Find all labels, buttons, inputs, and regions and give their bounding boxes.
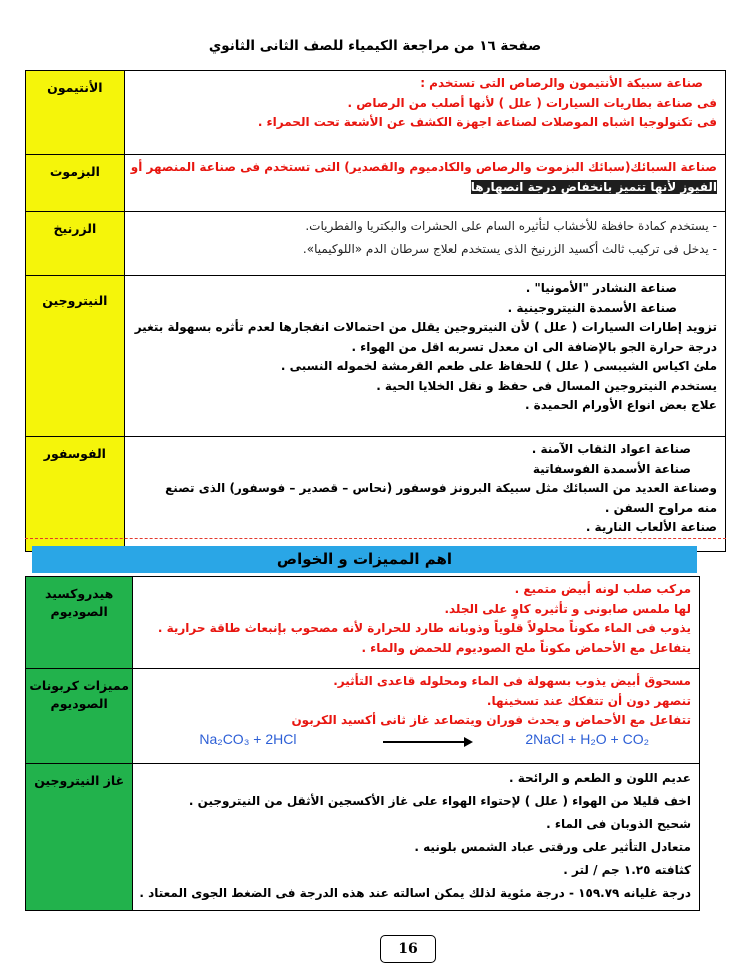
section-title: اهم المميزات و الخواص — [32, 546, 697, 573]
row-label — [26, 577, 133, 669]
text-line: تزويد إطارات السيارات ( علل ) لأن النيتروجين يقلل من احتمالات انفجارها لعدم تأثره بسهولة بتغير — [134, 320, 717, 334]
text-line: كثافته ١.٢٥ جم / لتر . — [563, 863, 691, 877]
row-label — [26, 155, 125, 212]
text-line: تنصهر دون أن تتفكك عند تسخينها. — [486, 693, 691, 708]
text-line: - يستخدم كمادة حافظة للأخشاب لتأثيره السام على الحشرات والبكتريا والفطريات. — [305, 219, 717, 233]
text-line: صناعة السبائك(سبائك البزموت والرصاص والكادميوم والقصدير) التى تستخدم فى صناعة المنصهر أو — [130, 160, 717, 174]
row-label — [26, 276, 125, 437]
text-line: مركب صلب لونه أبيض متميع . — [514, 582, 691, 596]
text-line: درجة غليانه ١٥٩.٧٩ - درجة مئوية لذلك يمكن اسالته عند هذه الدرجة فى الضغط الجوى المعتاد . — [139, 886, 691, 900]
chemical-equation — [139, 731, 691, 751]
row-content — [124, 155, 725, 212]
text-line: شحيح الذوبان فى الماء . — [546, 817, 691, 831]
text-line: تتفاعل مع الأحماض و يحدث فوران ويتصاعد غاز ثانى أكسيد الكربون — [291, 713, 691, 727]
highlighted-text: الفيوز لأنها تتميز بانخفاض درجة انصهارها — [470, 179, 717, 194]
text-line: يتفاعل مع الأحماض مكوناً ملح الصوديوم للحمض والماء . — [361, 640, 691, 655]
table-row — [26, 669, 700, 764]
page-header: صفحة ١٦ من مراجعة الكيمياء للصف الثانى الثانوي — [208, 38, 542, 54]
row-label — [26, 669, 133, 764]
label-text: مميزات كربونات الصوديوم — [29, 678, 130, 712]
text-line: صناعة اعواد الثقاب الآمنة . — [531, 442, 691, 456]
text-line: مسحوق أبيض يذوب بسهولة فى الماء ومحلوله قاعدى التأثير. — [333, 674, 691, 688]
row-content — [133, 764, 700, 911]
equation-reactants: Na₂CO₃ + 2HCl — [199, 730, 297, 747]
label-text: هيدروكسيد الصوديوم — [45, 586, 114, 620]
label-text: غاز النيتروجين — [34, 773, 125, 788]
uses-table — [25, 70, 726, 552]
row-label — [26, 71, 125, 155]
text-line: عديم اللون و الطعم و الرائحة . — [509, 771, 691, 785]
label-text: النيتروجين — [42, 293, 108, 308]
text-line: درجة حرارة الجو بالإضافة الى ان معدل تسربه اقل من الهواء . — [351, 339, 717, 354]
table-row — [26, 212, 726, 276]
table-row — [26, 577, 700, 669]
table-row — [26, 764, 700, 911]
text-line: - يدخل فى تركيب ثالث أكسيد الزرنيخ الذى يستخدم لعلاج سرطان الدم «اللوكيميا». — [302, 242, 717, 256]
dashed-divider — [25, 538, 726, 539]
label-text: الزرنيخ — [53, 221, 97, 236]
table-row — [26, 71, 726, 155]
row-label — [26, 212, 125, 276]
label-text: الفوسفور — [43, 446, 106, 461]
row-content — [133, 577, 700, 669]
table-row — [26, 155, 726, 212]
row-label — [26, 764, 133, 911]
text-line: صناعة سبيكة الأنتيمون والرصاص التى تستخدم : — [420, 76, 703, 90]
text-line: علاج بعض انواع الأورام الحميدة . — [524, 398, 717, 412]
label-text: البزموت — [49, 164, 100, 179]
text-line: متعادل التأثير على ورقتى عباد الشمس بلونيه . — [414, 840, 691, 854]
row-content — [124, 71, 725, 155]
text-line: صناعة الأسمدة الفوسفاتية — [532, 461, 691, 476]
label-text: الأنتيمون — [47, 80, 103, 95]
row-content — [124, 437, 725, 552]
table-row — [26, 437, 726, 552]
text-line: صناعة النشادر "الأمونيا" . — [525, 281, 677, 295]
text-line: صناعة الأسمدة النيتروجينية . — [507, 300, 677, 315]
properties-table — [25, 576, 700, 911]
table-row — [26, 276, 726, 437]
text-line: منه مراوح السفن . — [604, 500, 717, 515]
row-content — [124, 276, 725, 437]
row-content — [124, 212, 725, 276]
equation-products: 2NaCl + H₂O + CO₂ — [525, 730, 650, 747]
text-line: اخف قليلا من الهواء ( علل ) لإحتواء الهواء على غاز الأكسجين الأثقل من النيتروجين . — [188, 794, 691, 808]
text-line: لها ملمس صابونى و تأثيره كاوٍ على الجلد. — [444, 601, 691, 616]
text-line: فى صناعة بطاريات السيارات ( علل ) لأنها أصلب من الرصاص . — [347, 95, 717, 110]
row-content — [133, 669, 700, 764]
text-line: فى تكنولوجيا اشباه الموصلات لصناعة اجهزة الكشف عن الأشعة تحت الحمراء . — [257, 115, 717, 129]
text-line: صناعة الألعاب النارية . — [585, 520, 717, 534]
text-line: ملئ اكياس الشيبسى ( علل ) للحفاظ على طعم القرمشة لخموله النسبى . — [280, 359, 717, 373]
text-line: يستخدم النيتروجين المسال فى حفظ و نقل الخلايا الحية . — [376, 378, 717, 393]
text-line: يذوب فى الماء مكوناً محلولاً قلوياً وذوبانه طارد للحرارة لأنه مصحوب بإنبعاث طاقة حرارية . — [157, 621, 691, 635]
text-line: وصناعة العديد من السبائك مثل سبيكة البرونز فوسفور (نحاس – قصدير – فوسفور) الذى تصنع — [165, 481, 717, 495]
arrow-icon — [383, 741, 471, 743]
page-number: 16 — [380, 935, 436, 963]
row-label — [26, 437, 125, 552]
